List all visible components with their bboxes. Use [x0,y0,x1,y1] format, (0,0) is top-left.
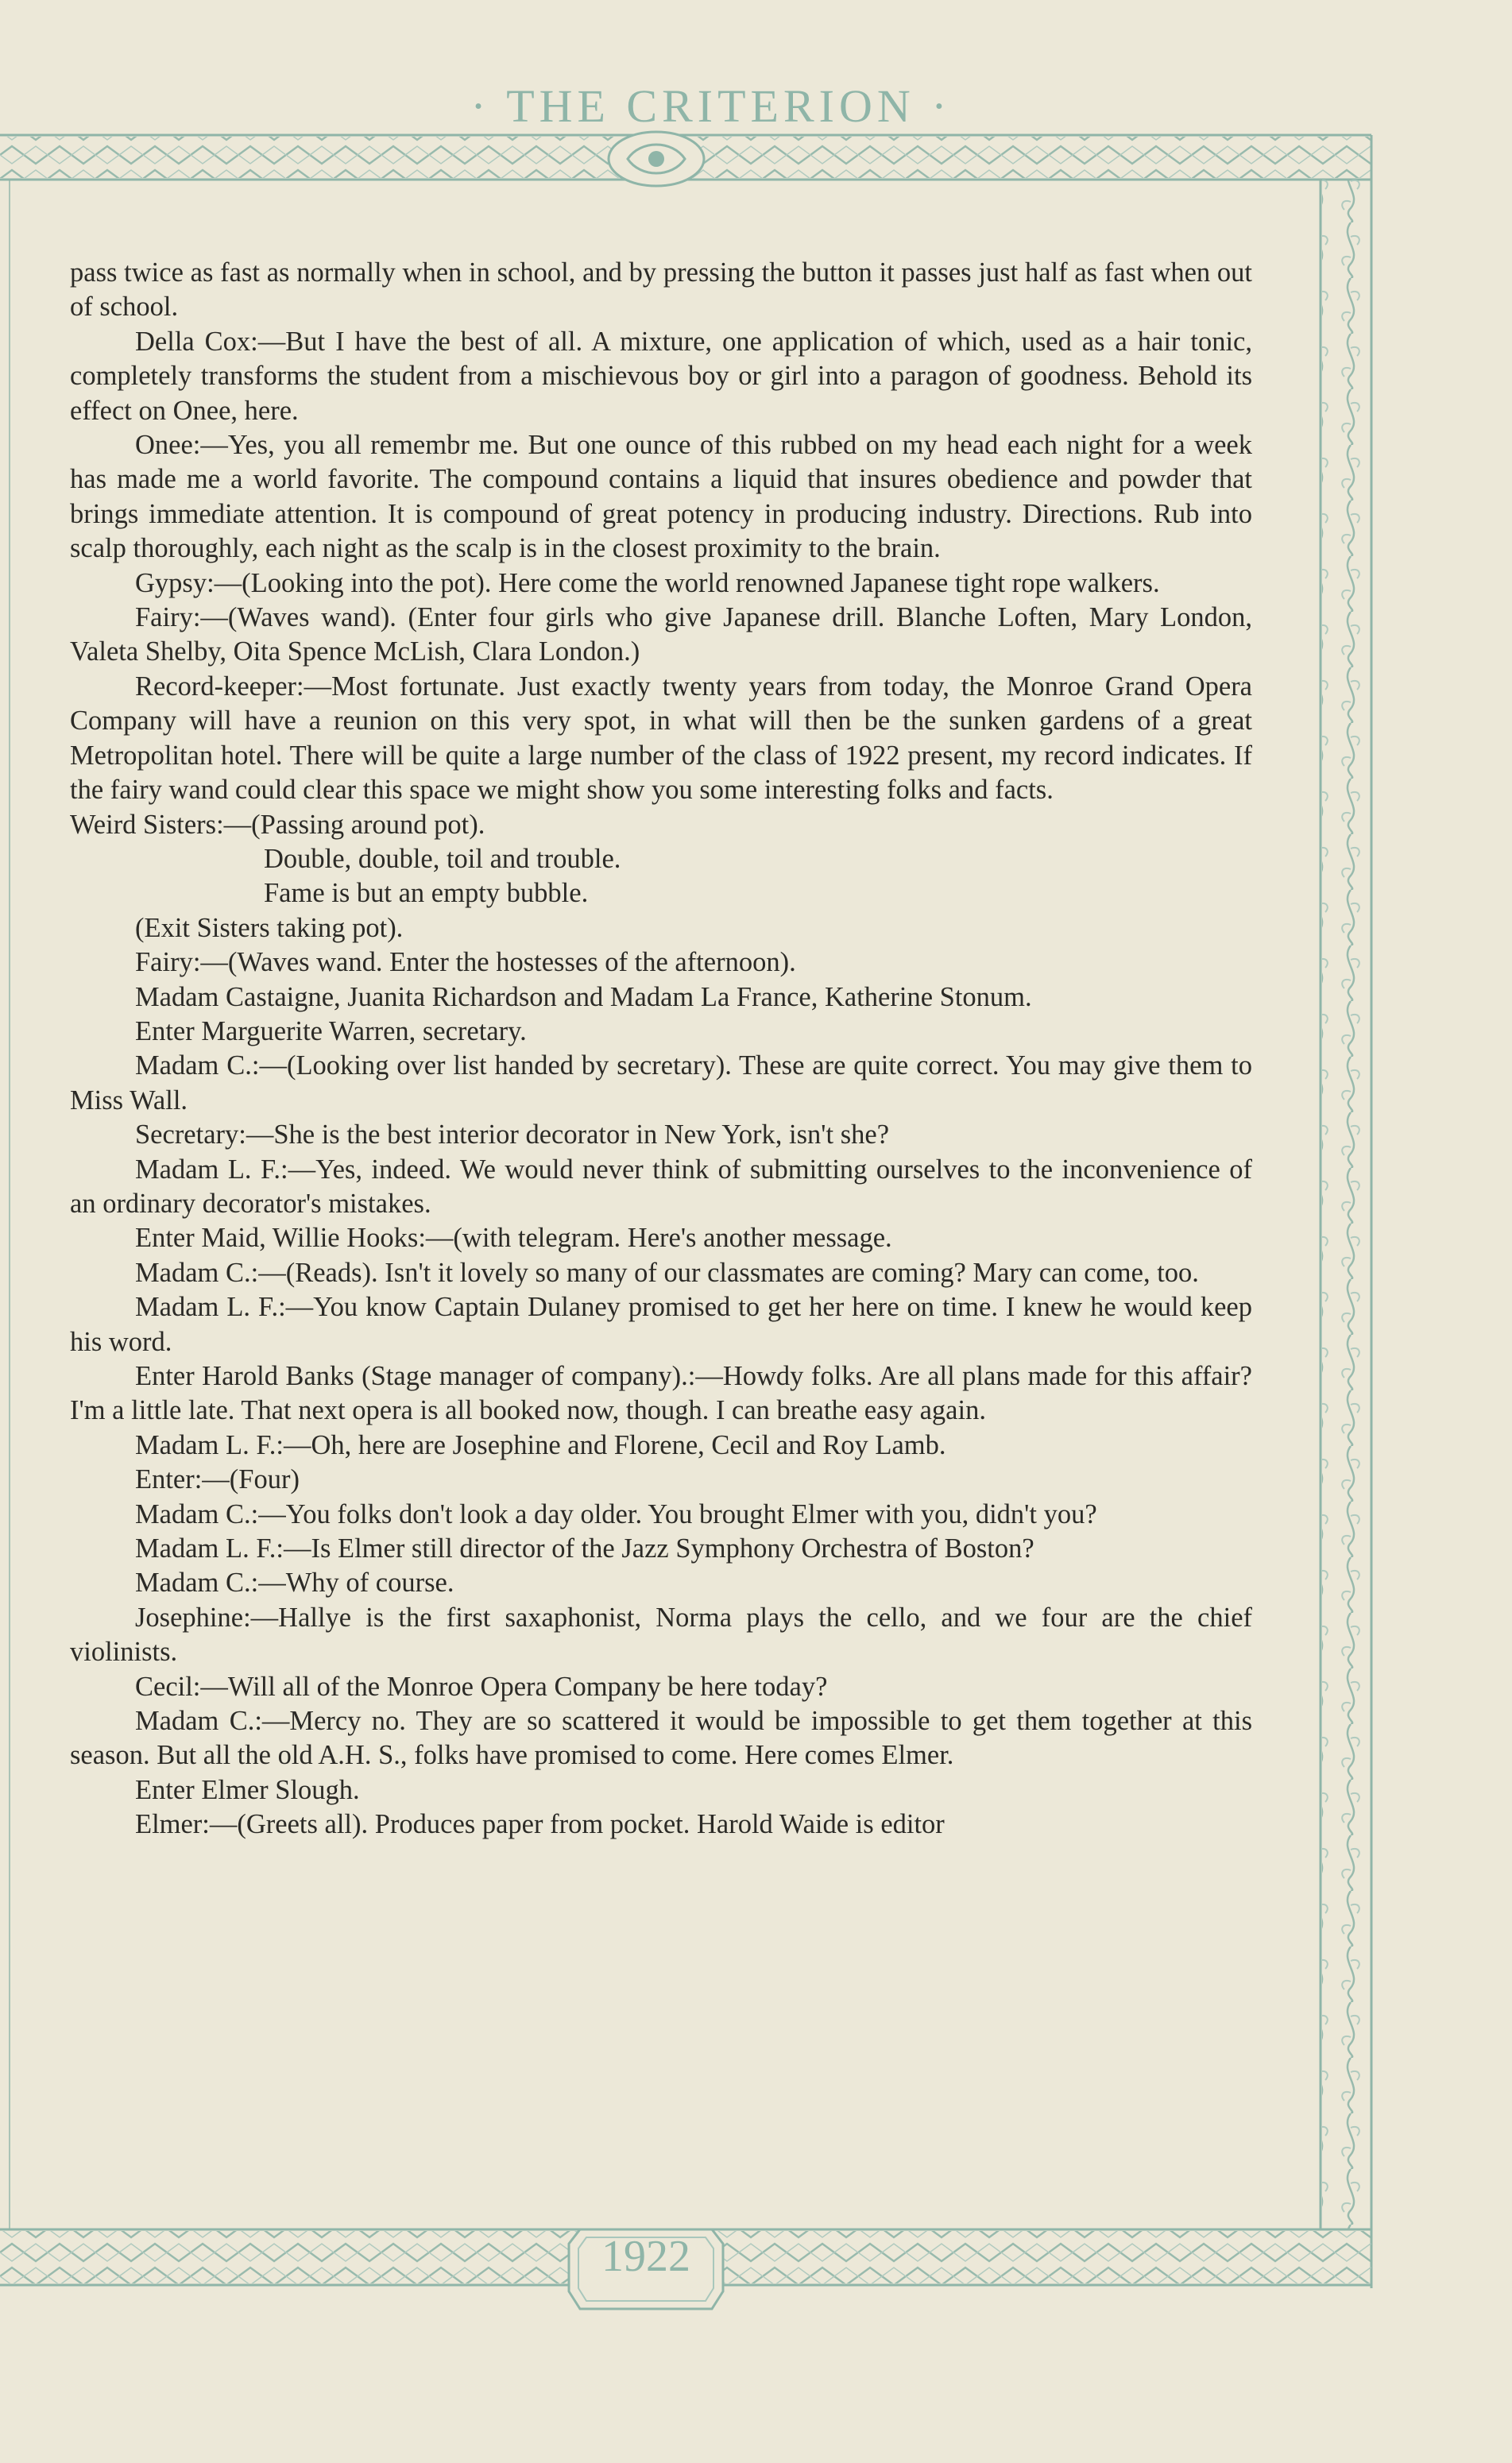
paragraph: Enter Harold Banks (Stage manager of company).:—Howdy folks. Are all plans made for this affair? I'm a little late. That next opera is all booked now, though. I can breathe easy again. [70,1361,1252,1426]
paragraph: (Exit Sisters taking pot). [135,912,404,943]
page-body-text [70,256,1252,1842]
paragraph: Madam C.:—Why of course. [135,1568,454,1599]
paragraph: pass twice as fast as normally when in school, and by pressing the button it passes just half as fast when out of school. [70,257,1252,323]
paragraph: Madam L. F.:—You know Captain Dulaney promised to get her here on time. I knew he would keep his word. [70,1292,1252,1357]
paragraph: Secretary:—She is the best interior decorator in New York, isn't she? [135,1119,890,1150]
paragraph: Elmer:—(Greets all). Produces paper from pocket. Harold Waide is editor [135,1809,945,1840]
paragraph: Fairy:—(Waves wand. Enter the hostesses of the afternoon). [135,947,796,978]
paragraph: Cecil:—Will all of the Monroe Opera Company be here today? [135,1671,828,1702]
paragraph: Enter:—(Four) [135,1464,300,1495]
verse-line: Fame is but an empty bubble. [264,878,589,909]
paragraph: Madam Castaigne, Juanita Richardson and Madam La France, Katherine Stonum. [135,981,1032,1012]
verse-line: Double, double, toil and trouble. [264,843,621,874]
paragraph: Gypsy:—(Looking into the pot). Here come the world renowned Japanese tight rope walkers. [135,567,1160,598]
paragraph: Enter Marguerite Warren, secretary. [135,1015,527,1046]
footer-year-label: 1922 [601,2232,690,2281]
paragraph: Madam L. F.:—Yes, indeed. We would never think of submitting ourselves to the inconvenience of an ordinary decorator's mistakes. [70,1154,1252,1219]
paragraph: Enter Maid, Willie Hooks:—(with telegram. Here's another message. [135,1223,892,1254]
paragraph: Madam C.:—(Reads). Isn't it lovely so many of our classmates are coming? Mary can come, too. [135,1257,1199,1288]
top-center-ornament [609,132,704,186]
paragraph: Record-keeper:—Most fortunate. Just exactly twenty years from today, the Monroe Grand Opera Company will have a reunion on this very spot, in what will then be the sunken gardens of a great Metropolitan hotel. There will be quite a large number of the class of 1922 present, my record indicates. If the fairy wand could clear this space we might show you some interesting folks and facts. [70,671,1252,806]
paragraph: Weird Sisters:—(Passing around pot). [70,809,485,840]
paragraph: Madam L. F.:—Oh, here are Josephine and Florene, Cecil and Roy Lamb. [135,1429,946,1460]
paragraph: Madam L. F.:—Is Elmer still director of the Jazz Symphony Orchestra of Boston? [135,1533,1034,1564]
paragraph: Josephine:—Hallye is the first saxaphonist, Norma plays the cello, and we four are the chief violinists. [70,1602,1252,1668]
paragraph: Della Cox:—But I have the best of all. A mixture, one application of which, used as a hair tonic, completely transforms the student from a mischievous boy or girl into a paragon of goodness. Behold its effect on Onee, here. [70,326,1252,426]
paragraph: Onee:—Yes, you all remembr me. But one ounce of this rubbed on my head each night for a week has made me a world favorite. The compound contains a liquid that insures obedience and powder that brings immediate attention. It is compound of great potency in producing industry. Directions. Rub into scalp thoroughly, each night as the scalp is in the closest proximity to the brain. [70,430,1252,564]
paragraph: Madam C.:—(Looking over list handed by secretary). These are quite correct. You may give them to Miss Wall. [70,1050,1252,1116]
paragraph: Fairy:—(Waves wand). (Enter four girls who give Japanese drill. Blanche Loften, Mary London, Valeta Shelby, Oita Spence McLish, Clara London.) [70,602,1252,667]
paragraph: Madam C.:—Mercy no. They are so scattered it would be impossible to get them together at this season. But all the old A.H. S., folks have promised to come. Here comes Elmer. [70,1706,1252,1771]
paragraph: Enter Elmer Slough. [135,1774,360,1805]
running-head-title: · THE CRITERION · [470,80,952,132]
paragraph: Madam C.:—You folks don't look a day older. You brought Elmer with you, didn't you? [135,1498,1097,1529]
